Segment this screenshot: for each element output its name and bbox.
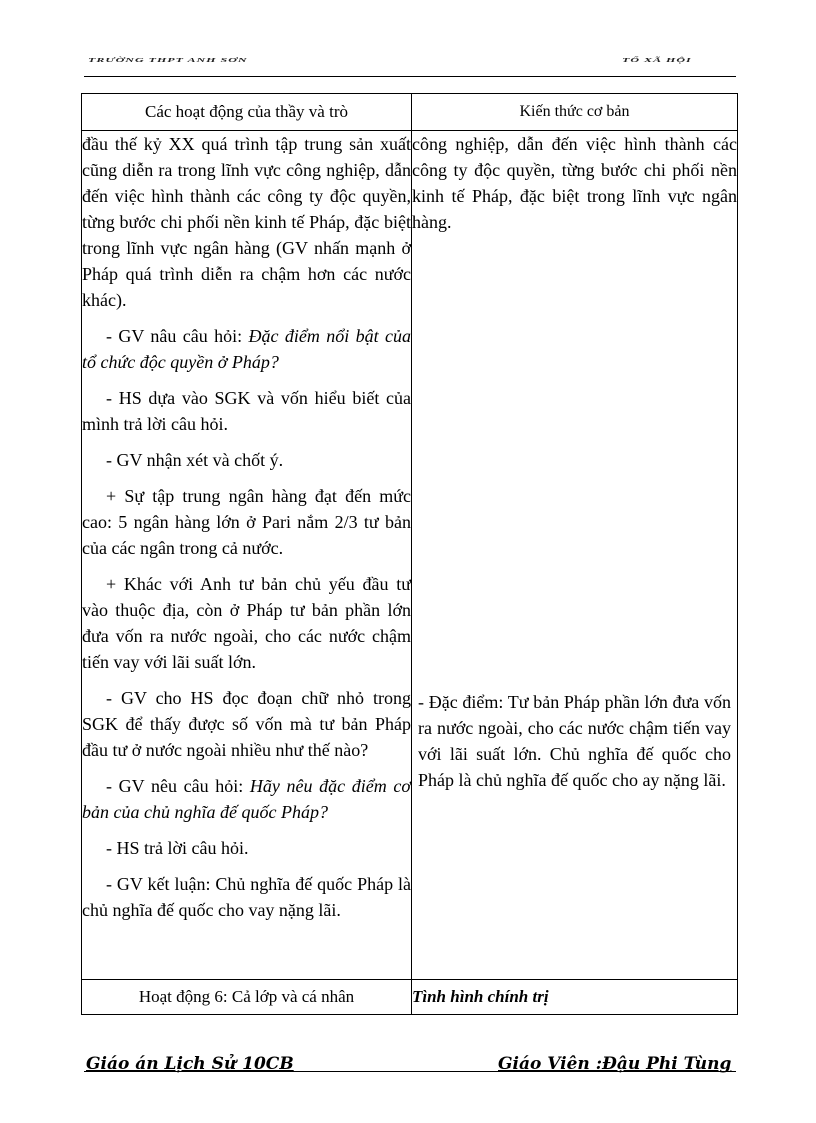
teacher-question-1 [82,323,411,375]
activity-6-label: Hoạt động 6: Cả lớp và cá nhân [82,980,412,1015]
table-footer-row [82,980,738,1015]
question-prefix: - GV nâu câu hỏi: [106,326,249,346]
activity-paragraph: - HS trả lời câu hỏi. [106,838,249,858]
header-school: TRƯỜNG THPT ANH SƠN [88,56,248,64]
question-prefix: - GV nêu câu hỏi: [106,776,250,796]
col-header-knowledge: Kiến thức cơ bản [412,94,738,131]
teacher-question-2 [82,773,411,825]
activity-paragraph: - HS dựa vào SGK và vốn hiểu biết của mình trả lời câu hỏi. [82,388,411,434]
header-divider [84,76,736,77]
activity-paragraph: + Sự tập trung ngân hàng đạt đến mức cao: 5 ngân hàng lớn ở Pari nắm 2/3 tư bản của các ngân trong cả nước. [82,486,411,558]
lesson-table [81,93,738,1015]
col-header-activities: Các hoạt động của thầy và trò [82,94,412,131]
footer-lesson-plan: Giáo án Lịch Sử 10CB [86,1054,294,1074]
knowledge-paragraph: công nghiệp, dẫn đến việc hình thành các công ty độc quyền, từng bước chi phối nền kinh tế Pháp, đặc biệt trong lĩnh vực ngân hàng. [412,134,737,232]
table-header-row [82,94,738,131]
knowledge-cell [412,131,738,980]
activity-paragraph: - GV kết luận: Chủ nghĩa đế quốc Pháp là chủ nghĩa đế quốc cho vay nặng lãi. [82,874,411,920]
table-body-row [82,131,738,980]
knowledge-paragraph: - Đặc điểm: Tư bản Pháp phần lớn đưa vốn ra nước ngoài, cho các nước chậm tiến vay với lãi suất lớn. Chủ nghĩa đế quốc cho Pháp là chủ nghĩa đế quốc cho ay nặng lãi. [418,692,731,790]
footer-teacher: Giáo Viên :Đậu Phi Tùng [498,1054,732,1074]
question-text: Đặc điểm nổi bật của tổ chức độc quyền ở Pháp? [82,326,412,372]
header-department: TỔ XÃ HỘI [622,56,692,64]
activity-paragraph: đầu thế kỷ XX quá trình tập trung sản xuất cũng diễn ra trong lĩnh vực công nghiệp, dẫn đến việc hình thành các công ty độc quyền, từng bước chi phối nền kinh tế Pháp, đặc biệt trong lĩnh vực ngân hàng (GV nhấn mạnh ở Pháp quá trình diễn ra chậm hơn các nước khác). [82,134,411,310]
activity-paragraph: - GV cho HS đọc đoạn chữ nhỏ trong SGK để thấy được số vốn mà tư bản Pháp đầu tư ở nước ngoài nhiều như thế nào? [82,688,411,760]
activities-cell [82,131,412,980]
political-situation-heading: Tình hình chính trị [412,980,738,1015]
knowledge-block [418,689,731,793]
footer-divider [84,1071,736,1072]
activity-paragraph: + Khác với Anh tư bản chủ yếu đầu tư vào thuộc địa, còn ở Pháp tư bản phần lớn đưa vốn ra nước ngoài, cho các nước chậm tiến vay với lãi suất lớn. [82,574,411,672]
activity-paragraph: - GV nhận xét và chốt ý. [106,450,284,470]
question-text: Hãy nêu đặc điểm cơ bản của chủ nghĩa đế quốc Pháp? [82,776,411,822]
